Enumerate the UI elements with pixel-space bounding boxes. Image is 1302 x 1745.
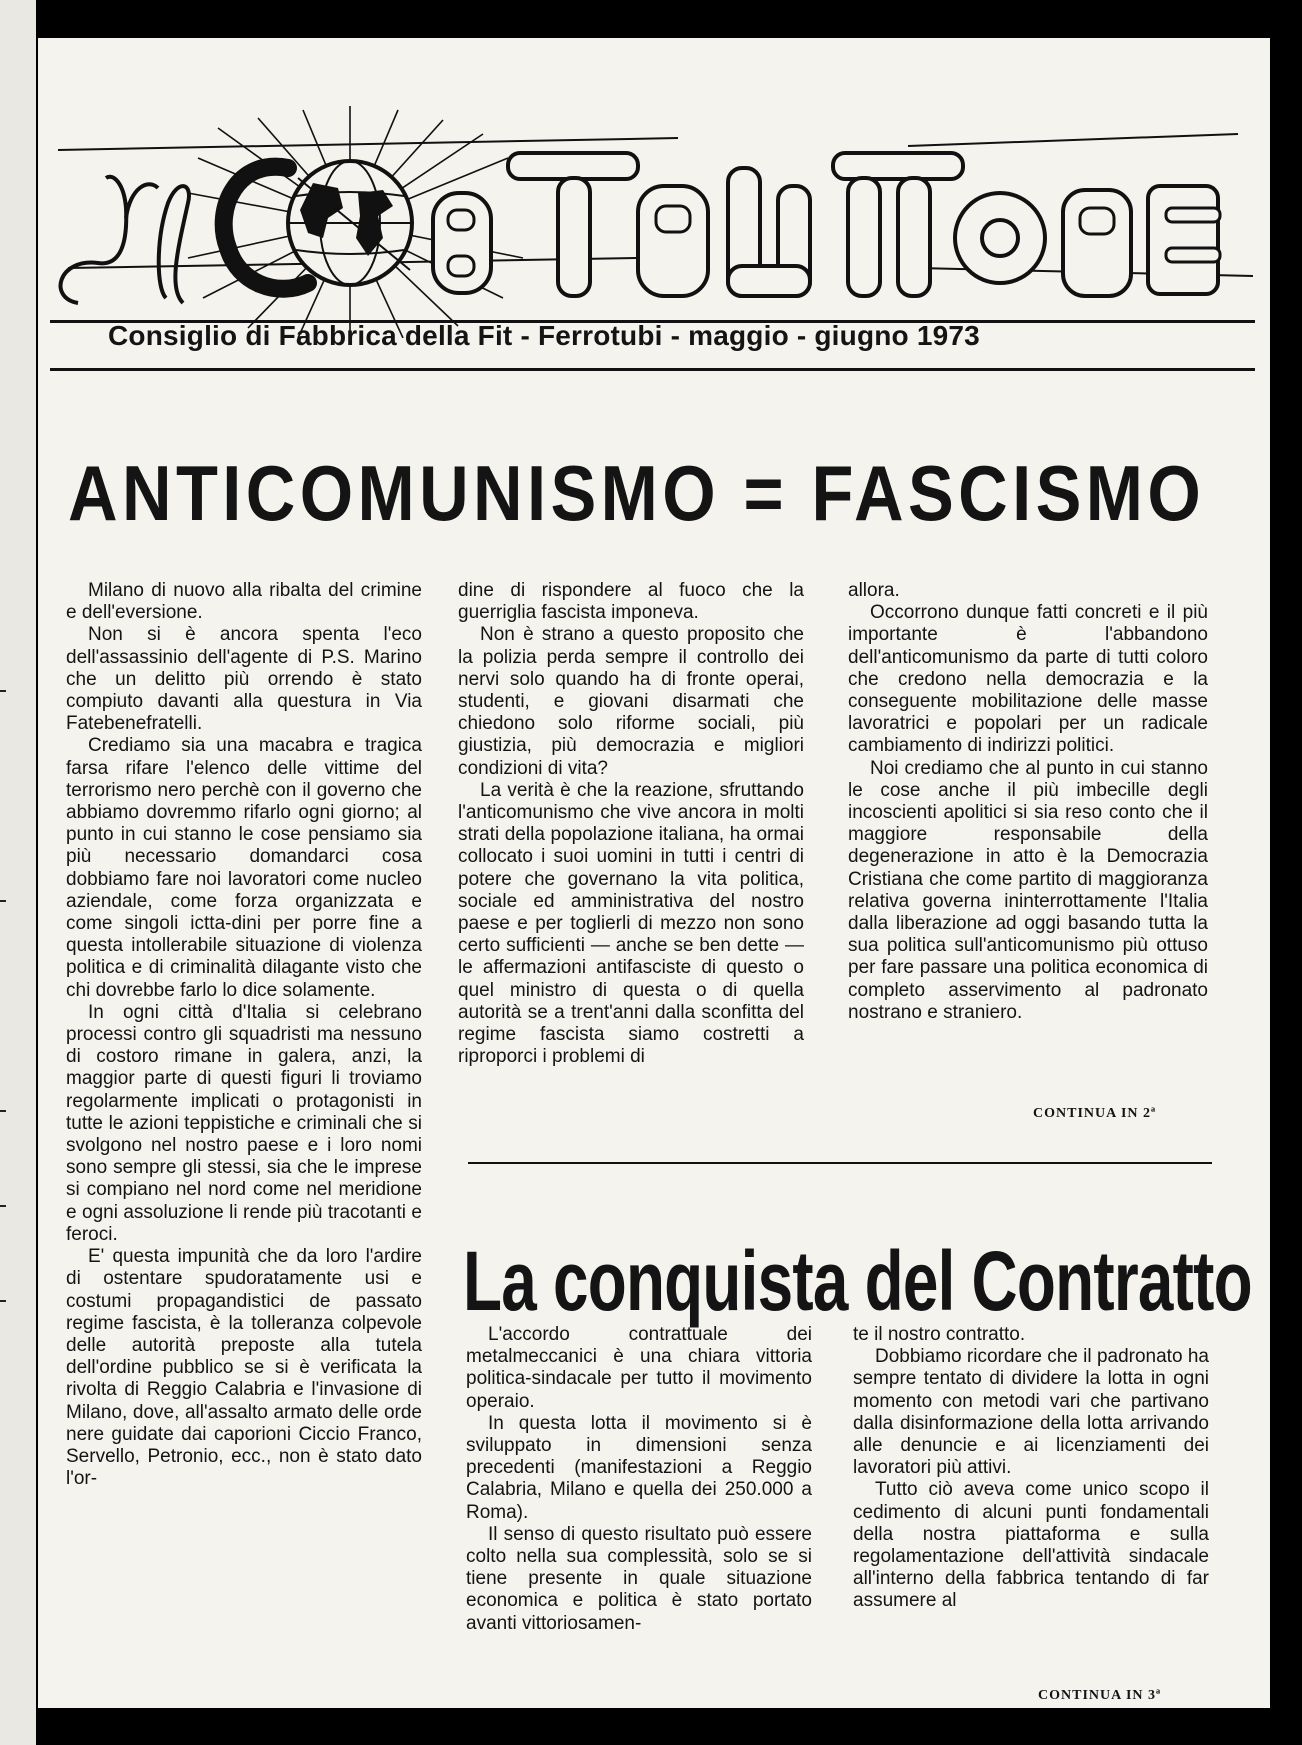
paragraph: Non è strano a questo proposito che la polizia perda sempre il controllo dei nervi solo quando ha di fronte operai, studenti, e giovani disarmati che chiedono solo riforme sociali, più giustizia, più democrazia e migliori condizioni di vita? bbox=[458, 624, 804, 779]
paragraph: E' questa impunità che da loro l'ardire di ostentare spudoratamente usi e costumi propagandistici de passato regime fascista, è la tolleranza colpevole delle autorità preposte alla tutela dell'ordine pubblico se si è verificata la rivolta di Reggio Calabria e l'invasione di Milano, dove, all'assalto armato delle orde nere guidate dai caporioni Ciccio Franco, Servello, Petronio, ecc., non è stato dato l'or- bbox=[66, 1246, 422, 1490]
masthead-artwork bbox=[38, 98, 1270, 338]
paragraph: Dobbiamo ricordare che il padronato ha sempre tentato di dividere la lotta in ogni momento con metodi vari che partivano dalla disinformazione della lotta arrivando alle denuncie e ai licenziamenti dei lavoratori più attivi. bbox=[853, 1346, 1209, 1479]
paragraph: Occorrono dunque fatti concreti e il più importante è l'abbandono dell'anticomunismo da parte di tutti coloro che credono nella democrazia e la conseguente mobilitazione delle masse lavoratrici e popolari per un radicale cambiamento di indirizzi politici. bbox=[848, 602, 1208, 757]
paragraph: Non si è ancora spenta l'eco dell'assassinio dell'agente di P.S. Marino che un delitto più orrendo è stato compiuto davanti alla questura in Via Fatebenefratelli. bbox=[66, 624, 422, 735]
paragraph: dine di rispondere al fuoco che la guerriglia fascista imponeva. bbox=[458, 580, 804, 624]
il-script-logo bbox=[61, 177, 189, 303]
paragraph: Noi crediamo che al punto in cui stanno le cose anche il più imbecille degli incoscienti apolitici si sia reso conto che il maggiore responsabile della degenerazione in atto è la Democrazia Cristiana che come partito di maggioranza relativa governa ininterrottamente l'Italia dalla liberazione ad oggi basando tutta la sua politica sull'anticomunismo più ottuso per fare passare una politica economica di completo asservimento al padronato nostrano e straniero. bbox=[848, 757, 1208, 1023]
paragraph: In questa lotta il movimento si è sviluppato in dimensioni senza precedenti (manifestazioni a Reggio Calabria, Milano e quella dei 250.000 a Roma). bbox=[466, 1412, 812, 1523]
paragraph: L'accordo contrattuale dei metalmeccanici è una chiara vittoria politica-sindacale per tutto il movimento operaio. bbox=[466, 1324, 812, 1412]
article-divider-rule bbox=[468, 1162, 1212, 1164]
paragraph: La verità è che la reazione, sfruttando l'anticomunismo che vive ancora in molti strati della popolazione italiana, ha ormai collocato i suoi uomini in tutti i centri di potere che governano la vita politica, sociale ed amministrativa del nostro paese e per toglierli di mezzo non sono certo sufficienti — anche se ben dette — le affermazioni antifasciste di questo o quel ministro di questa o di quella autorità se a trent'anni dalla sconfitta del regime fascista siamo costretti a riproporci i problemi di bbox=[458, 779, 804, 1068]
paragraph: allora. bbox=[848, 580, 900, 601]
masthead-subtitle: Consiglio di Fabbrica della Fit - Ferrotubi - maggio - giugno 1973 bbox=[108, 320, 980, 351]
masthead-bottom-rule bbox=[50, 368, 1255, 371]
article2-continued-note: CONTINUA IN 3ª bbox=[1038, 1688, 1162, 1703]
paragraph: In ogni città d'Italia si celebrano processi contro gli squadristi ma nessuno di costoro rimane in galera, anzi, la maggior parte di questi figuri li troviamo regolarmente implicati o protagonisti in tutte le azioni teppistiche e criminali che si svolgono nel nostro paese e i loro nomi sono sempre gli stessi, sia che le imprese si compiano nel nord come nel meridione e ogni assoluzione li rende più tracotanti e feroci. bbox=[66, 1001, 422, 1245]
article2-column-2 bbox=[853, 1324, 1209, 1613]
masthead bbox=[38, 98, 1270, 338]
paragraph: te il nostro contratto. bbox=[853, 1324, 1026, 1345]
article1-column-2 bbox=[458, 580, 804, 1068]
paragraph: Il senso di questo risultato può essere colto nella sua complessità, solo se si tiene presente in quale situazione economica e politica è stato portato avanti vittoriosamen- bbox=[466, 1523, 812, 1634]
article1-column-1 bbox=[66, 580, 422, 1490]
paragraph: Crediamo sia una macabra e tragica farsa rifare l'elenco delle vittime del terrorismo nero perchè con il governo che abbiamo dovremmo rifarlo ogni giorno; al punto in cui stanno le cose pensiamo sia più necessario domandarci cosa dobbiamo fare noi lavoratori come nucleo aziendale, come forza organizzata e come singoli ictta-dini per porre fine a questa intollerabile situazione di violenza politica e di criminalità dilagante visto che chi dovrebbe farlo lo dice solamente. bbox=[66, 735, 422, 1001]
adjacent-page-strip bbox=[0, 0, 36, 1745]
article1-headline: ANTICOMUNISMO = FASCISMO bbox=[68, 449, 1206, 537]
paragraph: Milano di nuovo alla ribalta del crimine e dell'eversione. bbox=[66, 580, 422, 624]
newspaper-page bbox=[38, 38, 1270, 1708]
article1-continued-note: CONTINUA IN 2ª bbox=[1033, 1106, 1157, 1121]
article1-column-3 bbox=[848, 580, 1208, 1024]
globe-emblem-icon bbox=[288, 161, 412, 285]
paragraph: Tutto ciò aveva come unico scopo il cedimento di alcuni punti fondamentali della nostra piattaforma e sulla regolamentazione dell'attività sindacale all'interno della fabbrica tentando di far assumere al bbox=[853, 1479, 1209, 1612]
article2-headline: La conquista del Contratto bbox=[463, 1234, 1252, 1328]
article2-column-1 bbox=[466, 1324, 812, 1635]
